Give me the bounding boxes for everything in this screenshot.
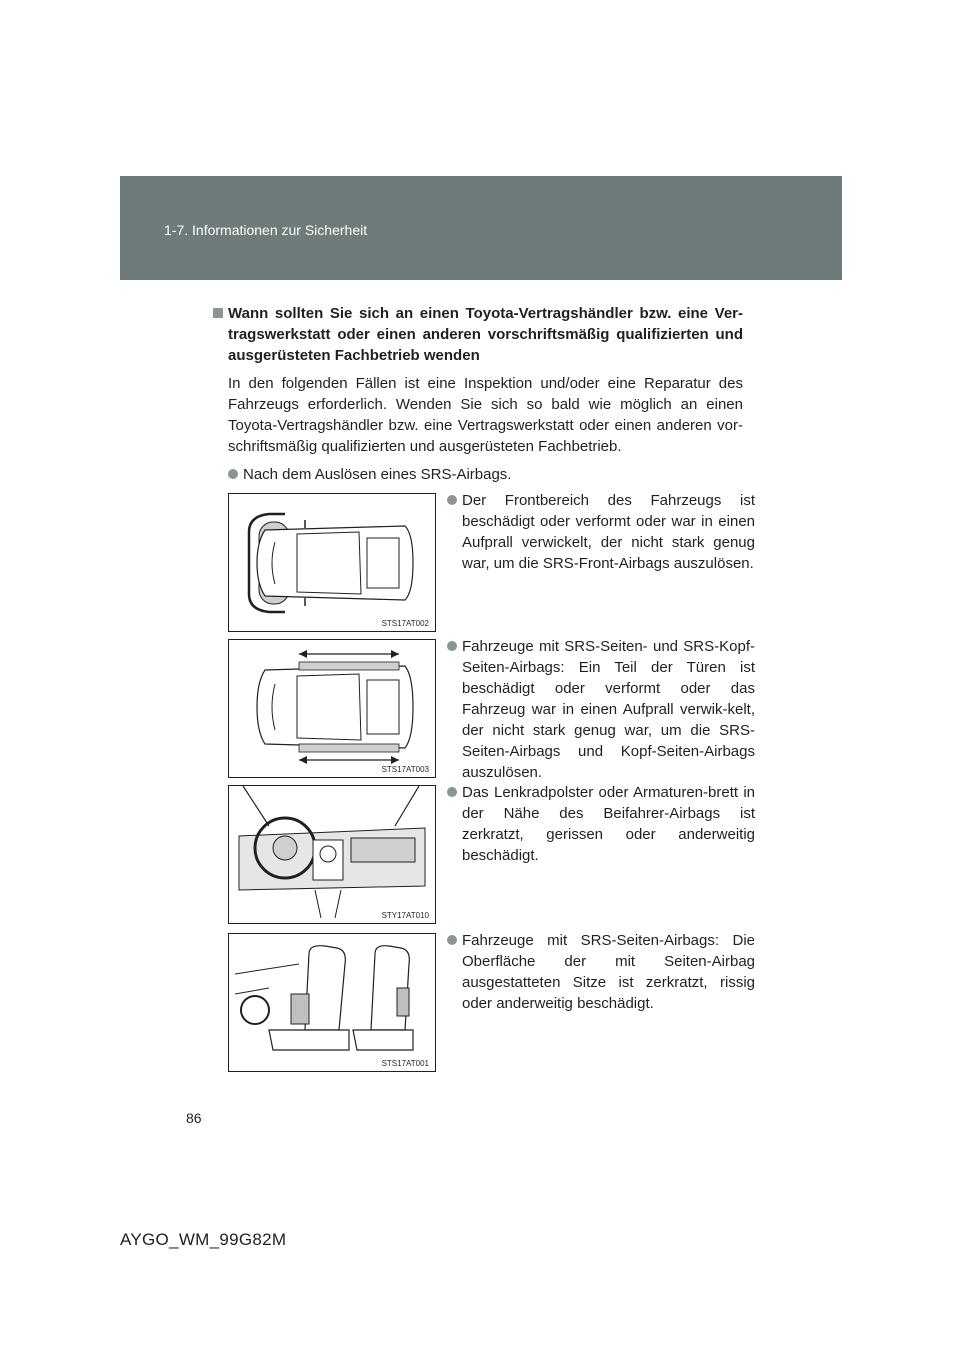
- bullet-door-damage: [447, 636, 755, 783]
- figure-front-impact: [228, 493, 436, 632]
- section-heading: [213, 303, 743, 366]
- heading-text: Wann sollten Sie sich an einen Toyota-Vertragshändler bzw. eine Ver-tragswerkstatt oder einen anderen vorschriftsmäßig qualifizierten und ausgerüsteten Fachbetrieb wenden: [228, 305, 743, 364]
- bullet-text: Fahrzeuge mit SRS-Seiten-Airbags: Die Oberfläche der mit Seiten-Airbag ausgestatteten Sitze ist zerkratzt, rissig oder anderweitig beschädigt.: [462, 932, 755, 1012]
- round-bullet-icon: [447, 641, 457, 651]
- bullet-dashboard-damage: [447, 782, 755, 866]
- bullet-text: Der Frontbereich des Fahrzeugs ist beschädigt oder verformt oder war in einen Aufprall verwickelt, der nicht stark genug war, um die SRS-Front-Airbags auszulösen.: [462, 492, 755, 572]
- round-bullet-icon: [447, 787, 457, 797]
- bullet-text: Das Lenkradpolster oder Armaturen-brett in der Nähe des Beifahrer-Airbags ist zerkratzt, gerissen oder anderweitig beschädigt.: [462, 784, 755, 864]
- page-number: 86: [186, 1110, 202, 1126]
- bullet-airbag-deployed: [228, 464, 743, 485]
- bullet-seat-damage: [447, 930, 755, 1014]
- intro-paragraph: In den folgenden Fällen ist eine Inspektion und/oder eine Reparatur des Fahrzeugs erforderlich. Wenden Sie sich so bald wie möglich an einen Toyota-Vertragshändler bzw. eine Vertragswerkstatt oder einen anderen vor-schriftsmäßig qualifizierten und ausgerüsteten Fachbetrieb.: [228, 375, 743, 455]
- bullet-text: Nach dem Auslösen eines SRS-Airbags.: [243, 466, 512, 483]
- car-top-side-icon: [229, 640, 435, 777]
- figure-code: STY17AT010: [381, 911, 429, 920]
- figure-dashboard: [228, 785, 436, 924]
- round-bullet-icon: [447, 495, 457, 505]
- document-code: AYGO_WM_99G82M: [120, 1230, 287, 1249]
- bullet-text: Fahrzeuge mit SRS-Seiten- und SRS-Kopf-Seiten-Airbags: Ein Teil der Türen ist beschädigt oder verformt oder das Fahrzeug war in einen Aufprall verwik-kelt, der nicht stark genug war, um die SRS-Seiten-Airbags und Kopf-Seiten-Airbags auszulösen.: [462, 638, 755, 781]
- bullet-front-damage: [447, 490, 755, 574]
- round-bullet-icon: [447, 935, 457, 945]
- square-bullet-icon: [213, 308, 223, 318]
- figure-seats: [228, 933, 436, 1072]
- seats-icon: [229, 934, 435, 1071]
- car-top-front-icon: [229, 494, 435, 631]
- figure-code: STS17AT002: [381, 619, 429, 628]
- round-bullet-icon: [228, 469, 238, 479]
- main-section: [213, 303, 743, 485]
- figure-code: STS17AT001: [381, 1059, 429, 1068]
- dashboard-icon: [229, 786, 435, 923]
- figure-side-impact: [228, 639, 436, 778]
- chapter-header-bar: [120, 176, 842, 280]
- figure-code: STS17AT003: [381, 765, 429, 774]
- chapter-title: 1-7. Informationen zur Sicherheit: [164, 222, 368, 238]
